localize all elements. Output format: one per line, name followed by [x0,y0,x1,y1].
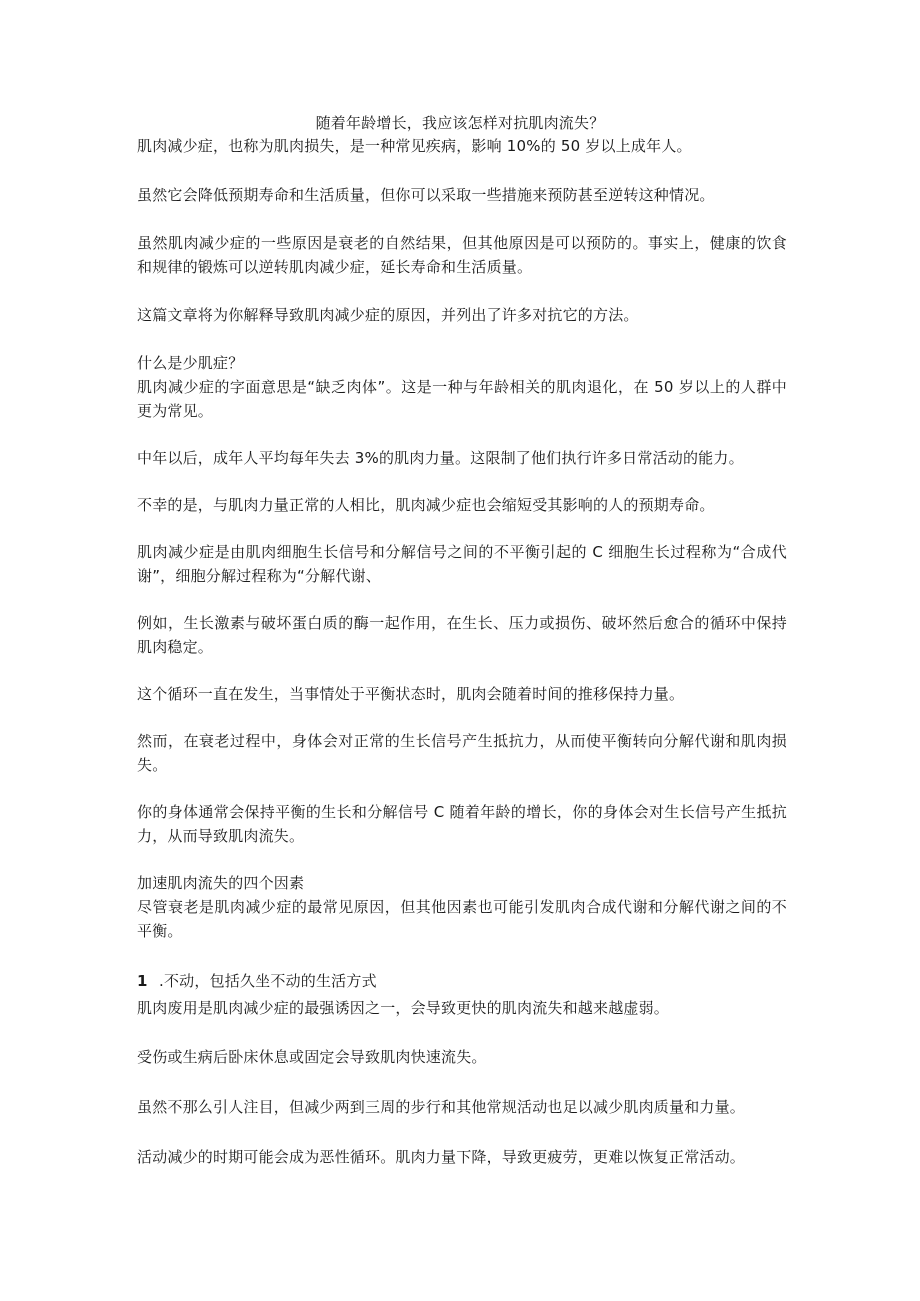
paragraph: 例如，生长激素与破坏蛋白质的酶一起作用，在生长、压力或损伤、破坏然后愈合的循环中保持肌肉稳定。 [137,614,787,656]
paragraph: 然而，在衰老过程中，身体会对正常的生长信号产生抵抗力，从而使平衡转向分解代谢和肌肉损失。 [137,732,787,774]
paragraph: 这篇文章将为你解释导致肌肉减少症的原因，并列出了许多对抗它的方法。 [137,306,639,324]
section-heading: 加速肌肉流失的四个因素 [137,874,305,892]
paragraph: 不幸的是，与肌肉力量正常的人相比，肌肉减少症也会缩短受其影响的人的预期寿命。 [137,496,715,514]
paragraph: 肌肉减少症，也称为肌肉损失，是一种常见疾病，影响 10%的 50 岁以上成年人。 [137,137,692,155]
paragraph: 肌肉减少症是由肌肉细胞生长信号和分解信号之间的不平衡引起的 C 细胞生长过程称为“合成代谢”，细胞分解过程称为“分解代谢、 [137,543,787,585]
paragraph: 虽然肌肉减少症的一些原因是衰老的自然结果，但其他原因是可以预防的。事实上，健康的饮食和规律的锻炼可以逆转肌肉减少症，延长寿命和生活质量。 [137,234,787,276]
paragraph: 受伤或生病后卧床休息或固定会导致肌肉快速流失。 [137,1048,487,1066]
paragraph: 这个循环一直在发生，当事情处于平衡状态时，肌肉会随着时间的推移保持力量。 [137,685,685,703]
paragraph: 虽然不那么引人注目，但减少两到三周的步行和其他常规活动也足以减少肌肉质量和力量。 [137,1098,746,1116]
numbered-heading-text: .不动，包括久坐不动的生活方式 [159,972,377,990]
paragraph: 你的身体通常会保持平衡的生长和分解信号 C 随着年龄的增长，你的身体会对生长信号产生抵抗力，从而导致肌肉流失。 [137,803,787,845]
numbered-heading [137,969,787,993]
section-heading: 什么是少肌症？ [137,354,244,372]
paragraph: 肌肉减少症的字面意思是“缺乏肉体”。这是一种与年龄相关的肌肉退化，在 50 岁以上的人群中更为常见。 [137,378,787,420]
paragraph: 中年以后，成年人平均每年失去 3%的肌肉力量。这限制了他们执行许多日常活动的能力。 [137,449,744,467]
document-body [137,134,787,1169]
paragraph: 虽然它会降低预期寿命和生活质量，但你可以采取一些措施来预防甚至逆转这种情况。 [137,186,715,204]
document-title: 随着年龄增长，我应该怎样对抗肌肉流失？ [315,114,605,132]
paragraph: 活动减少的时期可能会成为恶性循环。肌肉力量下降，导致更疲劳，更难以恢复正常活动。 [137,1148,746,1166]
list-number: 1 [137,972,148,990]
paragraph: 肌肉废用是肌肉减少症的最强诱因之一，会导致更快的肌肉流失和越来越虚弱。 [137,999,670,1017]
paragraph: 尽管衰老是肌肉减少症的最常见原因，但其他因素也可能引发肌肉合成代谢和分解代谢之间的不平衡。 [137,898,787,940]
